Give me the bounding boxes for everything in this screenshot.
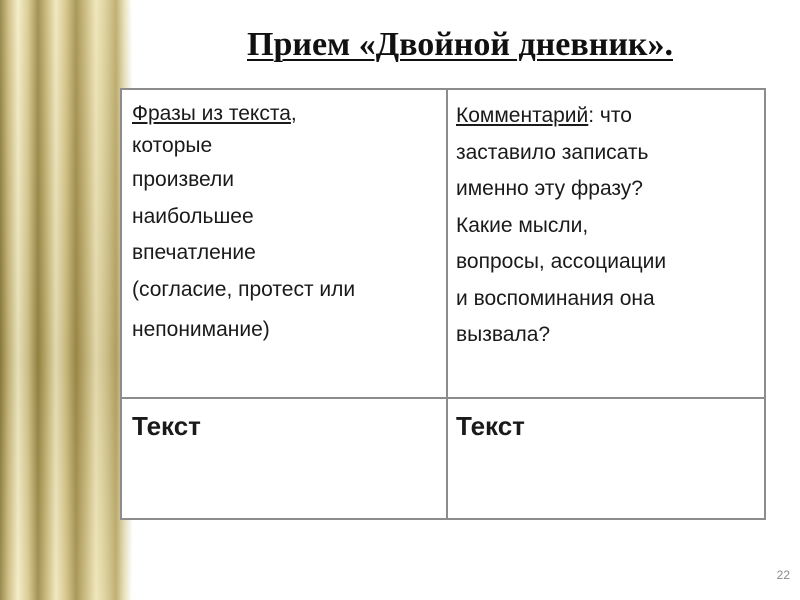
header-right-line-2: заставило записать (456, 140, 649, 164)
header-left-line-2: которые (132, 134, 213, 157)
table-row-divider (122, 397, 764, 399)
body-cell-text-right: Текст (456, 411, 525, 441)
page-number: 22 (776, 568, 790, 582)
header-right-line-4: Какие мысли, (456, 213, 589, 237)
header-left-line-5: впечатление (132, 241, 256, 264)
header-left-line-3: произвели (132, 168, 234, 191)
header-cell-comment (456, 98, 762, 354)
header-right-line-7: вызвала? (456, 323, 551, 346)
slide-title (140, 26, 780, 64)
header-left-line-6: (согласие, протест или (132, 277, 356, 301)
body-cell-text-left: Текст (132, 411, 201, 441)
decorative-drape (0, 0, 132, 600)
header-right-line-5: вопросы, ассоциации (456, 250, 667, 273)
header-right-line-3: именно эту фразу? (456, 177, 643, 200)
header-cell-phrases (132, 98, 442, 352)
slide-title-text: Прием «Двойной дневник». (247, 26, 673, 63)
table-column-divider (446, 90, 448, 518)
header-right-line-1: Комментарий: что (456, 104, 632, 127)
header-left-line-1: Фразы из текста, (132, 102, 297, 125)
double-diary-table (120, 88, 766, 520)
header-right-line-6: и воспоминания она (456, 286, 655, 310)
header-left-line-7: непонимание) (132, 318, 270, 341)
header-left-line-4: наибольшее (132, 204, 254, 228)
